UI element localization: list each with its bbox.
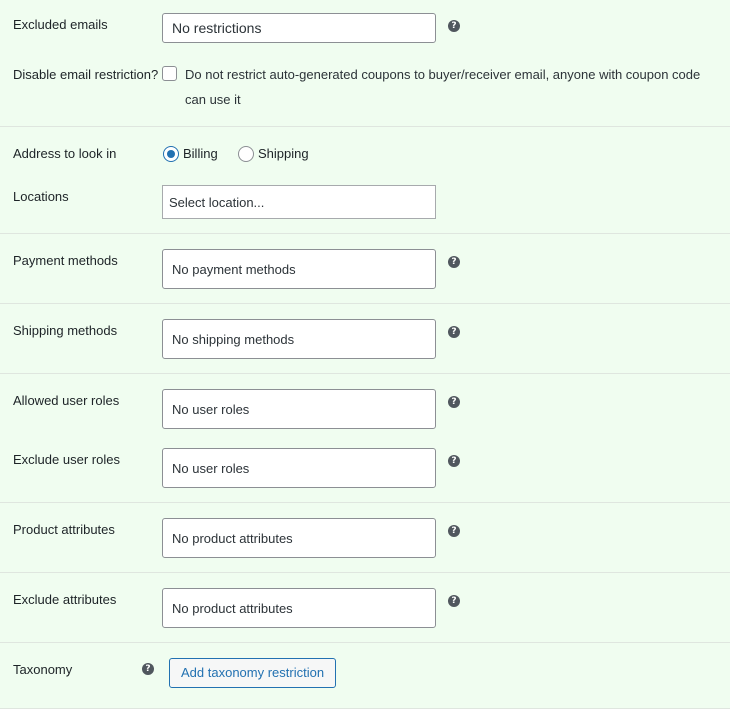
add-taxonomy-restriction-button[interactable]: Add taxonomy restriction xyxy=(169,658,336,688)
allowed-user-roles-input[interactable]: No user roles xyxy=(162,389,436,429)
product-attributes-help-icon[interactable]: ? xyxy=(448,525,460,537)
shipping-radio-label[interactable]: Shipping xyxy=(258,146,309,161)
product-attributes-input[interactable]: No product attributes xyxy=(162,518,436,558)
shipping-methods-input[interactable]: No shipping methods xyxy=(162,319,436,359)
locations-label: Locations xyxy=(13,189,69,204)
taxonomy-help-icon[interactable]: ? xyxy=(142,663,154,675)
exclude-attributes-help-icon[interactable]: ? xyxy=(448,595,460,607)
payment-methods-input[interactable]: No payment methods xyxy=(162,249,436,289)
taxonomy-label: Taxonomy xyxy=(13,662,73,677)
exclude-attributes-input[interactable]: No product attributes xyxy=(162,588,436,628)
payment-methods-help-icon[interactable]: ? xyxy=(448,256,460,268)
billing-radio-label[interactable]: Billing xyxy=(183,146,218,161)
exclude-attributes-label: Exclude attributes xyxy=(13,592,117,607)
locations-select[interactable]: Select location... xyxy=(162,185,436,219)
shipping-methods-help-icon[interactable]: ? xyxy=(448,326,460,338)
allowed-user-roles-label: Allowed user roles xyxy=(13,393,120,408)
taxonomy-section xyxy=(0,643,730,709)
shipping-radio[interactable] xyxy=(238,146,254,162)
allowed-user-roles-help-icon[interactable]: ? xyxy=(448,396,460,408)
product-attributes-label: Product attributes xyxy=(13,522,115,537)
payment-methods-label: Payment methods xyxy=(13,253,118,268)
address-label: Address to look in xyxy=(13,146,117,161)
billing-radio[interactable] xyxy=(163,146,179,162)
excluded-emails-input[interactable]: No restrictions xyxy=(162,13,436,43)
shipping-methods-label: Shipping methods xyxy=(13,323,118,338)
exclude-user-roles-help-icon[interactable]: ? xyxy=(448,455,460,467)
exclude-user-roles-input[interactable]: No user roles xyxy=(162,448,436,488)
excluded-emails-label: Excluded emails xyxy=(13,17,108,32)
disable-email-restriction-label: Disable email restriction? xyxy=(13,67,159,82)
disable-email-restriction-description: Do not restrict auto-generated coupons to buyer/receiver email, anyone with coupon code can use it xyxy=(185,67,701,107)
exclude-user-roles-label: Exclude user roles xyxy=(13,452,120,467)
disable-email-restriction-checkbox[interactable] xyxy=(162,66,177,81)
excluded-emails-help-icon[interactable]: ? xyxy=(448,20,460,32)
